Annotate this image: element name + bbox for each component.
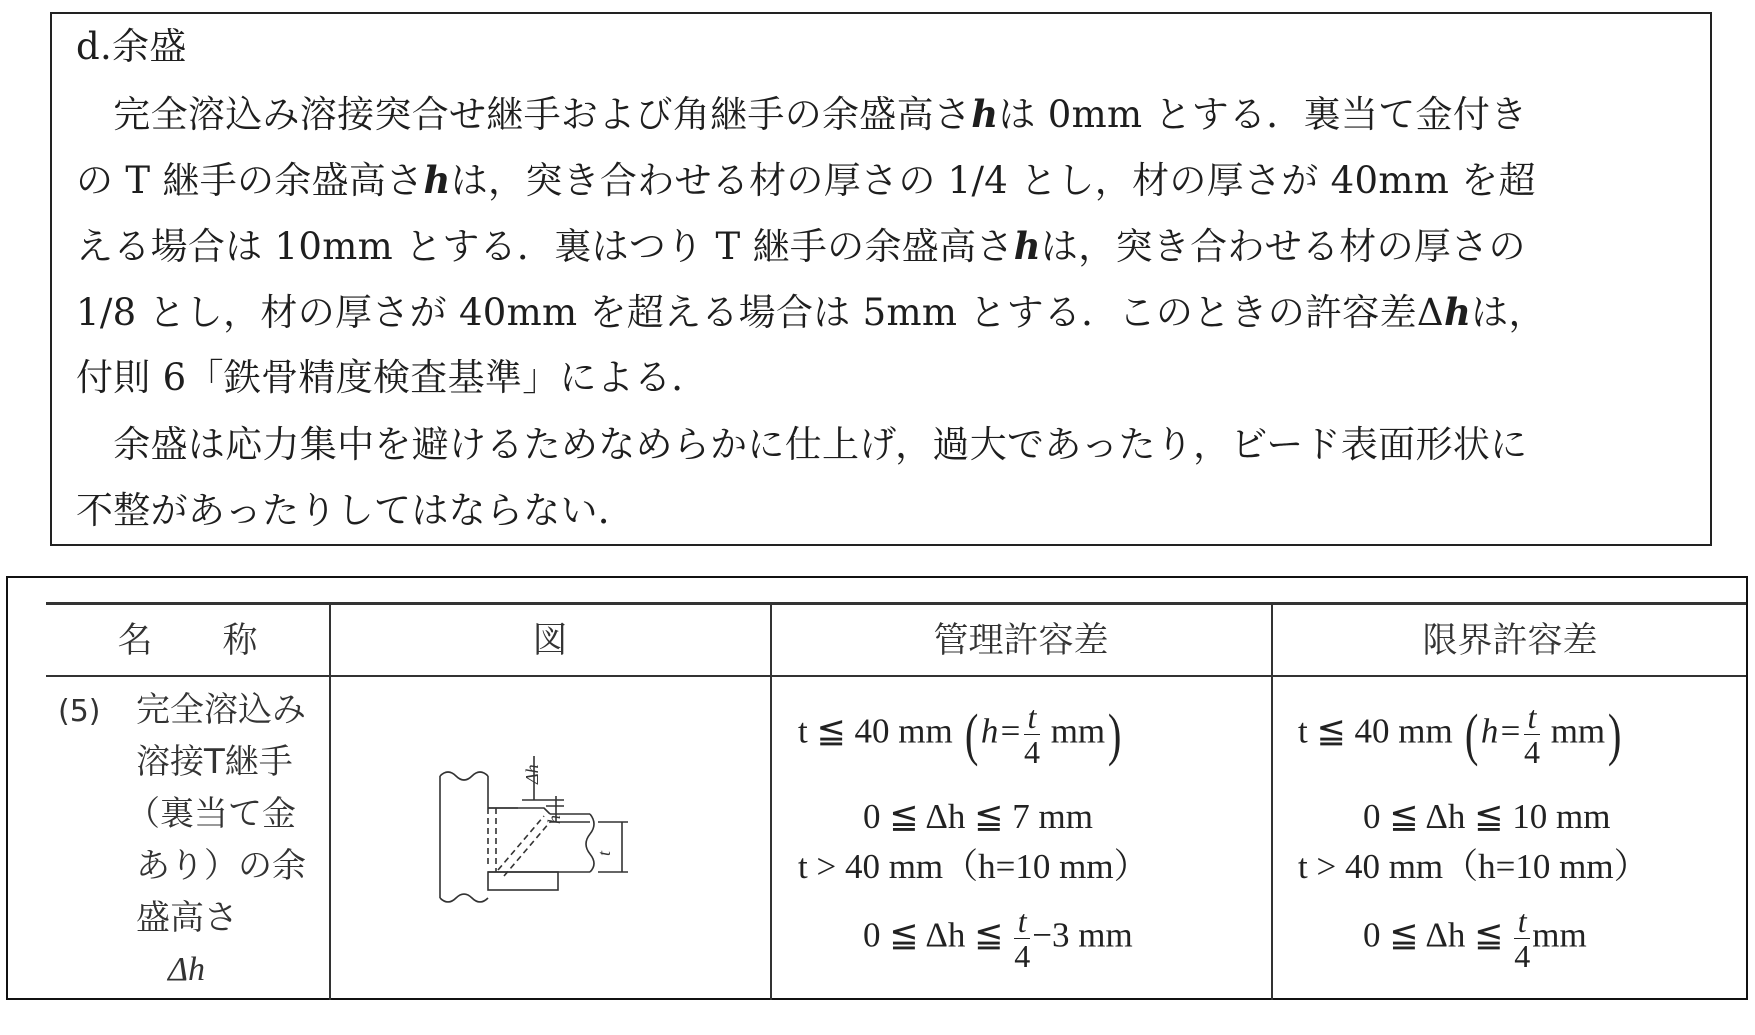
control-line-2: 0 ≦ Δh ≦ 7 mm [863,797,1093,836]
text-segment: 完全溶込み溶接突合せ継手および角継手の余盛高さ [76,93,972,136]
label-dh: Δh [522,764,542,784]
text-line [76,488,635,534]
text-segment: 付則 6「鉄骨精度検査基準」による． [76,356,709,399]
limit-line-4 [1363,904,1587,973]
text-segment: は 0mm とする．裏当て金付き [998,93,1528,136]
text-segment: の T 継手の余盛高さ [76,159,424,202]
text-segment: 余盛は応力集中を避けるためなめらかに仕上げ，過大であったり，ビード表面形状に [76,423,1528,466]
header-limit-tolerance: 限界許容差 [1422,621,1598,661]
control-line-1: t ≦ 40 mm (h= $\frac{t}{4}$ mm) [798,699,1122,770]
text-segment: は，突き合わせる材の厚さの [1040,225,1526,268]
text-segment: は，突き合わせる材の厚さの 1/4 とし，材の厚さが 40mm を超 [450,159,1536,202]
control-h-equals: h= [980,711,1022,751]
limit-unit-2: mm [1532,915,1587,955]
weld-joint-figure [438,748,678,918]
limit-line-2: 0 ≦ Δh ≦ 10 mm [1363,797,1611,836]
control-line-4 [863,904,1133,973]
row-name-line: （裏当て金 [126,794,296,834]
text-line [76,422,1527,468]
text-line [76,157,1536,204]
header-name: 名 称 [117,621,258,661]
row-name-symbol: Δh [168,951,205,988]
section-heading-text: d.余盛 [76,25,187,68]
italic-h: h [971,92,999,136]
limit-fraction: $\frac{t}{4}$ [1523,699,1540,770]
row-name-line: 盛高さ [136,898,238,938]
row-name-line: 溶接T継手 [136,742,293,782]
label-h: h [544,815,564,824]
italic-h: h [1443,290,1472,334]
control-fraction: $\frac{t}{4}$ [1023,699,1040,770]
specification-text-box [50,12,1712,546]
control-offset: −3 mm [1032,915,1133,955]
limit-line-1: t ≦ 40 mm (h= $\frac{t}{4}$ mm) [1298,699,1622,770]
text-line [76,223,1526,270]
tolerance-table [6,576,1748,1000]
section-heading [76,24,187,70]
label-t: t [594,850,614,856]
limit-condition: t ≦ 40 mm [1298,711,1453,751]
italic-h: h [423,158,451,202]
text-line [76,355,709,401]
header-figure: 図 [532,621,568,661]
limit-unit: mm [1550,711,1606,751]
limit-line-3: t > 40 mm（h=10 mm） [1298,847,1649,886]
header-control-tolerance: 管理許容差 [933,621,1109,661]
text-segment: は， [1471,291,1546,334]
text-line [76,289,1546,336]
table-top-rule [46,602,1746,605]
row-name-line: 完全溶込み [136,690,306,730]
limit-h-equals: h= [1480,711,1522,751]
text-segment: える場合は 10mm とする．裏はつり T 継手の余盛高さ [76,225,1014,268]
row-number: (5) [58,694,101,729]
control-unit: mm [1050,711,1106,751]
break-line-top [440,772,488,780]
break-line-bottom [440,894,488,902]
limit-range: 0 ≦ Δh ≦ [1363,915,1504,955]
header-rule [46,675,1746,677]
limit-fraction-2: $\frac{t}{4}$ [1514,903,1531,974]
control-line-3: t > 40 mm（h=10 mm） [798,847,1149,886]
text-segment: 不整があったりしてはならない． [76,489,636,532]
text-segment: 1/8 とし，材の厚さが 40mm を超える場合は 5mm とする．このときの許容差Δ [76,291,1444,334]
text-line [76,91,1527,138]
row-name-line: あり）の余 [136,846,306,886]
control-condition: t ≦ 40 mm [798,711,953,751]
control-range: 0 ≦ Δh ≦ [863,915,1004,955]
italic-h: h [1013,224,1041,268]
control-fraction-2: $\frac{t}{4}$ [1014,903,1031,974]
